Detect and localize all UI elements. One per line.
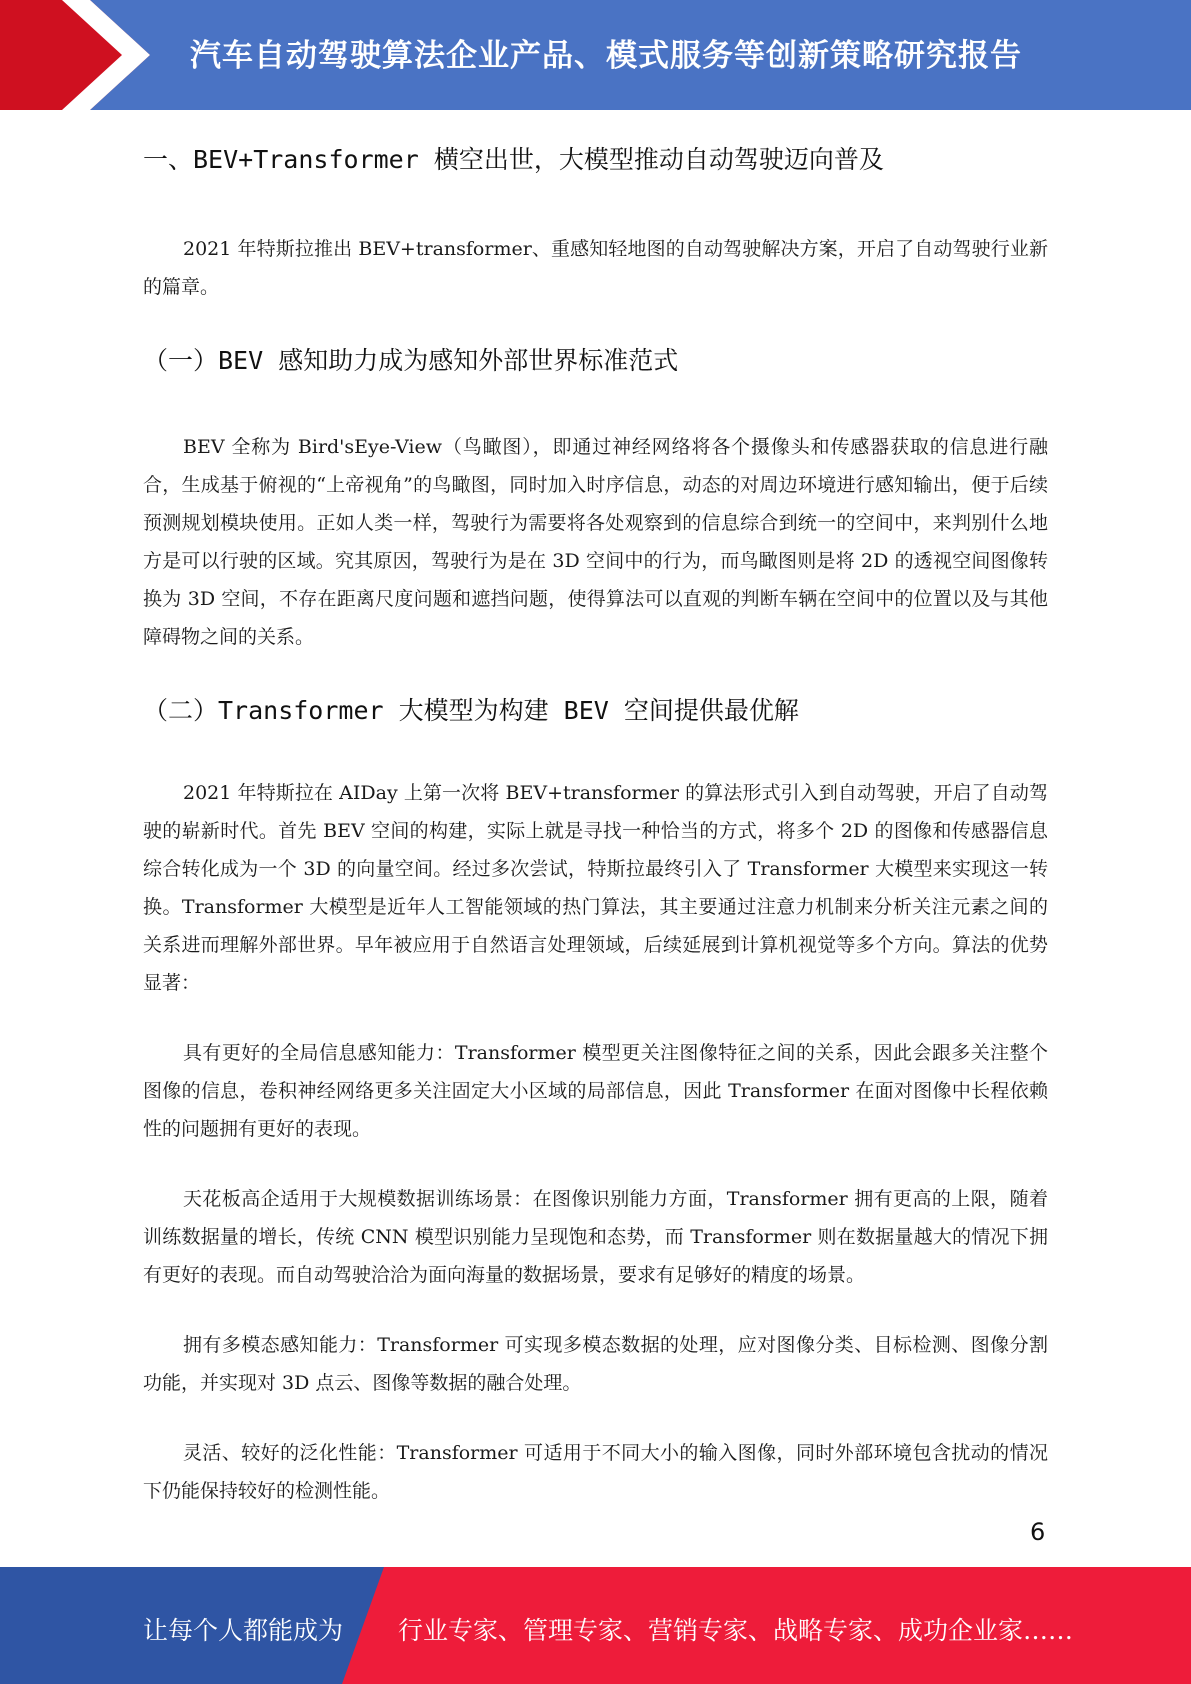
footer-slogan-left: 让每个人都能成为: [143, 1616, 344, 1645]
subsection-heading-2: （二）Transformer 大模型为构建 BEV 空间提供最优解: [143, 696, 799, 725]
subsection-heading-1: （一）BEV 感知助力成为感知外部世界标准范式: [143, 346, 679, 375]
section-heading: 一、BEV+Transformer 横空出世，大模型推动自动驾驶迈向普及: [143, 145, 884, 174]
intro-paragraph: 2021 年特斯拉推出 BEV+transformer、重感知轻地图的自动驾驶解决方案，开启了自动驾驶行业新的篇章。: [143, 238, 1048, 298]
advantage-paragraph-2: 天花板高企适用于大规模数据训练场景：在图像识别能力方面，Transformer 拥有更高的上限，随着训练数据量的增长，传统 CNN 模型识别能力呈现饱和态势，而 Transformer 则在数据量越大的情况下拥有更好的表现。而自动驾驶洽洽为面向海量的数据场景，要求有足够好的精度的场景。: [143, 1188, 1048, 1286]
footer-slogan-right: 行业专家、管理专家、营销专家、战略专家、成功企业家……: [398, 1616, 1074, 1645]
subsection-1-paragraph: BEV 全称为 Bird'sEye-View（鸟瞰图），即通过神经网络将各个摄像头和传感器获取的信息进行融合，生成基于俯视的“上帝视角”的鸟瞰图，同时加入时序信息，动态的对周边环境进行感知输出，便于后续预测规划模块使用。正如人类一样，驾驶行为需要将各处观察到的信息综合到统一的空间中，来判别什么地方是可以行驶的区域。究其原因，驾驶行为是在 3D 空间中的行为，而鸟瞰图则是将 2D 的透视空间图像转换为 3D 空间，不存在距离尺度问题和遮挡问题，使得算法可以直观的判断车辆在空间中的位置以及与其他障碍物之间的关系。: [143, 436, 1048, 648]
page-number: 6: [1030, 1518, 1046, 1546]
subsection-2-paragraph: 2021 年特斯拉在 AIDay 上第一次将 BEV+transformer 的算法形式引入到自动驾驶，开启了自动驾驶的崭新时代。首先 BEV 空间的构建，实际上就是寻找一种恰当的方式，将多个 2D 的图像和传感器信息综合转化成为一个 3D 的向量空间。经过多次尝试，特斯拉最终引入了 Transformer 大模型来实现这一转换。Transformer 大模型是近年人工智能领域的热门算法，其主要通过注意力机制来分析关注元素之间的关系进而理解外部世界。早年被应用于自然语言处理领域，后续延展到计算机视觉等多个方向。算法的优势显著：: [143, 782, 1048, 994]
header-chevron-logo: [0, 0, 160, 110]
report-title: 汽车自动驾驶算法企业产品、模式服务等创新策略研究报告: [190, 38, 1022, 74]
page-header: [0, 0, 1191, 110]
page-footer: [0, 1567, 1191, 1684]
page-content: [143, 125, 1048, 1510]
advantage-paragraph-3: 拥有多模态感知能力：Transformer 可实现多模态数据的处理，应对图像分类、目标检测、图像分割功能，并实现对 3D 点云、图像等数据的融合处理。: [143, 1334, 1048, 1394]
advantage-paragraph-1: 具有更好的全局信息感知能力：Transformer 模型更关注图像特征之间的关系，因此会跟多关注整个图像的信息，卷积神经网络更多关注固定大小区域的局部信息，因此 Transformer 在面对图像中长程依赖性的问题拥有更好的表现。: [143, 1042, 1048, 1140]
advantage-paragraph-4: 灵活、较好的泛化性能：Transformer 可适用于不同大小的输入图像，同时外部环境包含扰动的情况下仍能保持较好的检测性能。: [143, 1442, 1048, 1502]
